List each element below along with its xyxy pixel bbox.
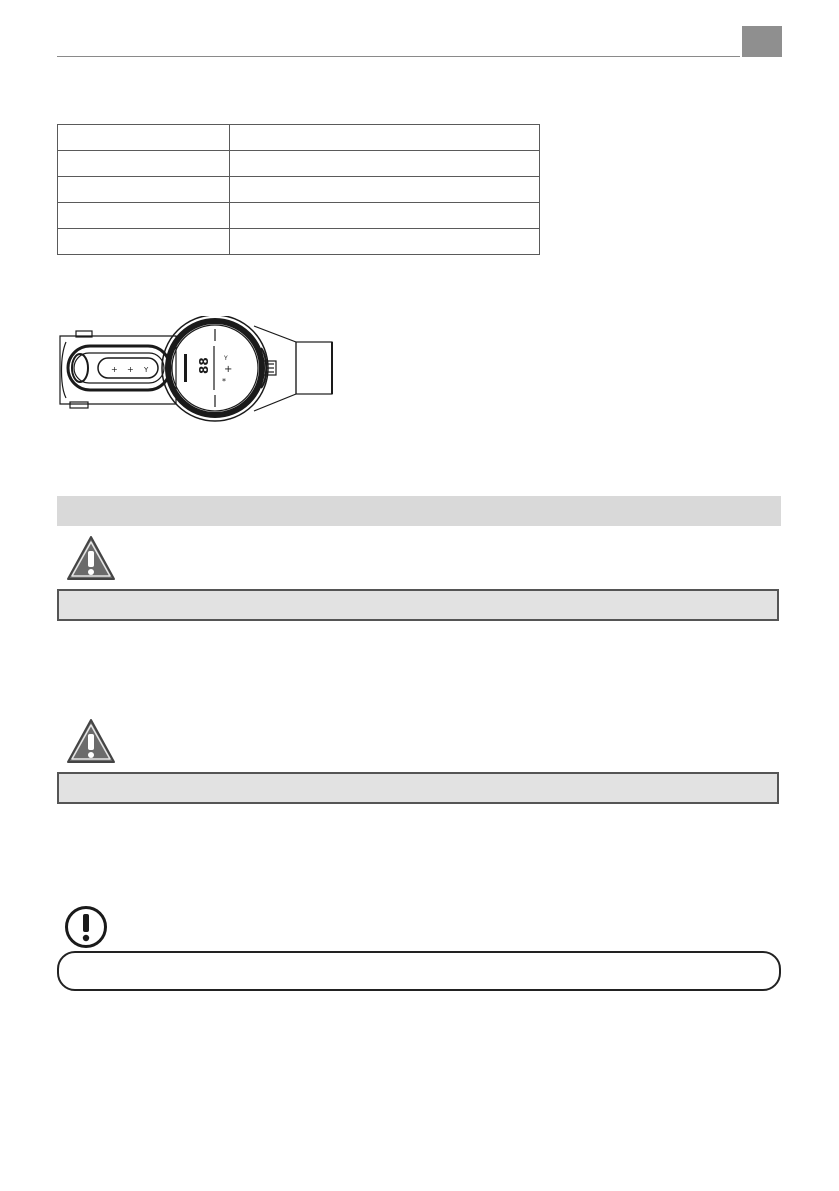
table-row [58,151,540,177]
table-row [58,125,540,151]
warning-triangle-icon [65,717,117,765]
table-row [58,177,540,203]
head-plus-icon: + [224,364,233,375]
warning-bar [57,772,779,804]
head-mode-icon: Y [224,355,228,362]
display-readout: 88 [197,357,211,374]
table-cell [58,203,230,229]
table-cell [58,177,230,203]
page-number-tab [742,26,782,57]
notice-bar [57,951,781,991]
handle-mode-label: Y [144,366,149,374]
table-row [58,229,540,255]
handle-plus-label-1: + [111,365,118,374]
specs-table [57,124,540,255]
exclamation-circle-icon [64,905,108,949]
table-cell [58,125,230,151]
table-cell [230,177,540,203]
warning-triangle-icon [65,534,117,582]
display-indicator [184,354,187,382]
warning-bar [57,589,779,621]
table-cell [58,229,230,255]
table-cell [230,203,540,229]
table-row [58,203,540,229]
head-star-icon: * [222,377,226,386]
header-rule [57,56,740,57]
table-cell [230,125,540,151]
handle-plus-label-2: + [127,365,134,374]
section-heading-bar [57,496,781,526]
device-illustration [56,316,338,430]
table-cell [58,151,230,177]
table-cell [230,151,540,177]
table-cell [230,229,540,255]
